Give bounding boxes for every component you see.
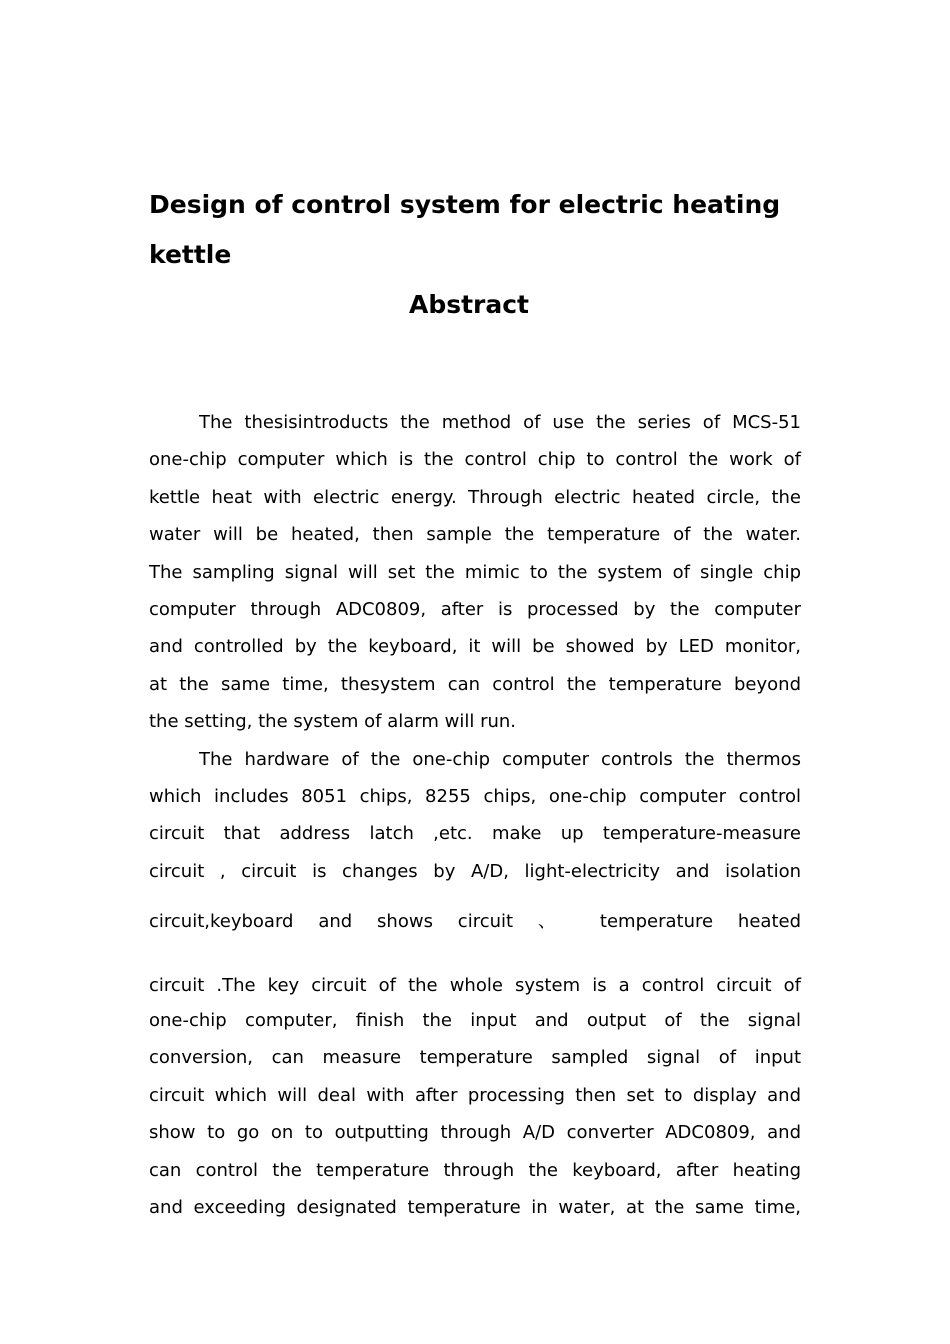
- paragraph-line: circuit,keyboard and shows circuit 、 temperature heated: [149, 911, 801, 933]
- paragraph-line: The hardware of the one-chip computer controls the thermos: [199, 748, 801, 770]
- paragraph-line: and exceeding designated temperature in water, at the same time,: [149, 1197, 801, 1219]
- paragraph-line: kettle heat with electric energy. Through electric heated circle, the: [149, 486, 801, 508]
- abstract-paragraph-1: [149, 404, 801, 741]
- paragraph-line: circuit which will deal with after processing then set to display and: [149, 1084, 801, 1106]
- paragraph-line: circuit .The key circuit of the whole system is a control circuit of: [149, 975, 801, 997]
- paragraph-line: circuit , circuit is changes by A/D, light-electricity and isolation: [149, 860, 801, 882]
- document-title: Design of control system for electric heating kettle: [149, 190, 781, 269]
- paragraph-line: one-chip computer, finish the input and output of the signal: [149, 1010, 801, 1032]
- paragraph-line: water will be heated, then sample the temperature of the water.: [149, 524, 801, 546]
- paragraph-line: The thesisintroducts the method of use the series of MCS-51: [199, 412, 801, 433]
- abstract-heading: Abstract: [408, 290, 530, 319]
- paragraph-line: the setting, the system of alarm will run.: [149, 711, 517, 733]
- paragraph-line: show to go on to outputting through A/D converter ADC0809, and: [149, 1122, 801, 1144]
- paragraph-line: The sampling signal will set the mimic to the system of single chip: [149, 561, 801, 583]
- paragraph-line: circuit that address latch ,etc. make up temperature-measure: [149, 823, 801, 845]
- paragraph-line: computer through ADC0809, after is processed by the computer: [149, 598, 801, 620]
- abstract-paragraph-2: [149, 741, 801, 1227]
- paragraph-line: can control the temperature through the keyboard, after heating: [149, 1159, 801, 1181]
- paragraph-line: and controlled by the keyboard, it will be showed by LED monitor,: [149, 636, 801, 658]
- abstract-body: [149, 404, 801, 1226]
- paragraph-line: at the same time, thesystem can control the temperature beyond: [149, 673, 801, 695]
- paragraph-line: one-chip computer which is the control chip to control the work of: [149, 449, 801, 471]
- paragraph-line: which includes 8051 chips, 8255 chips, one-chip computer control: [149, 785, 801, 807]
- paragraph-line: conversion, can measure temperature sampled signal of input: [149, 1047, 801, 1069]
